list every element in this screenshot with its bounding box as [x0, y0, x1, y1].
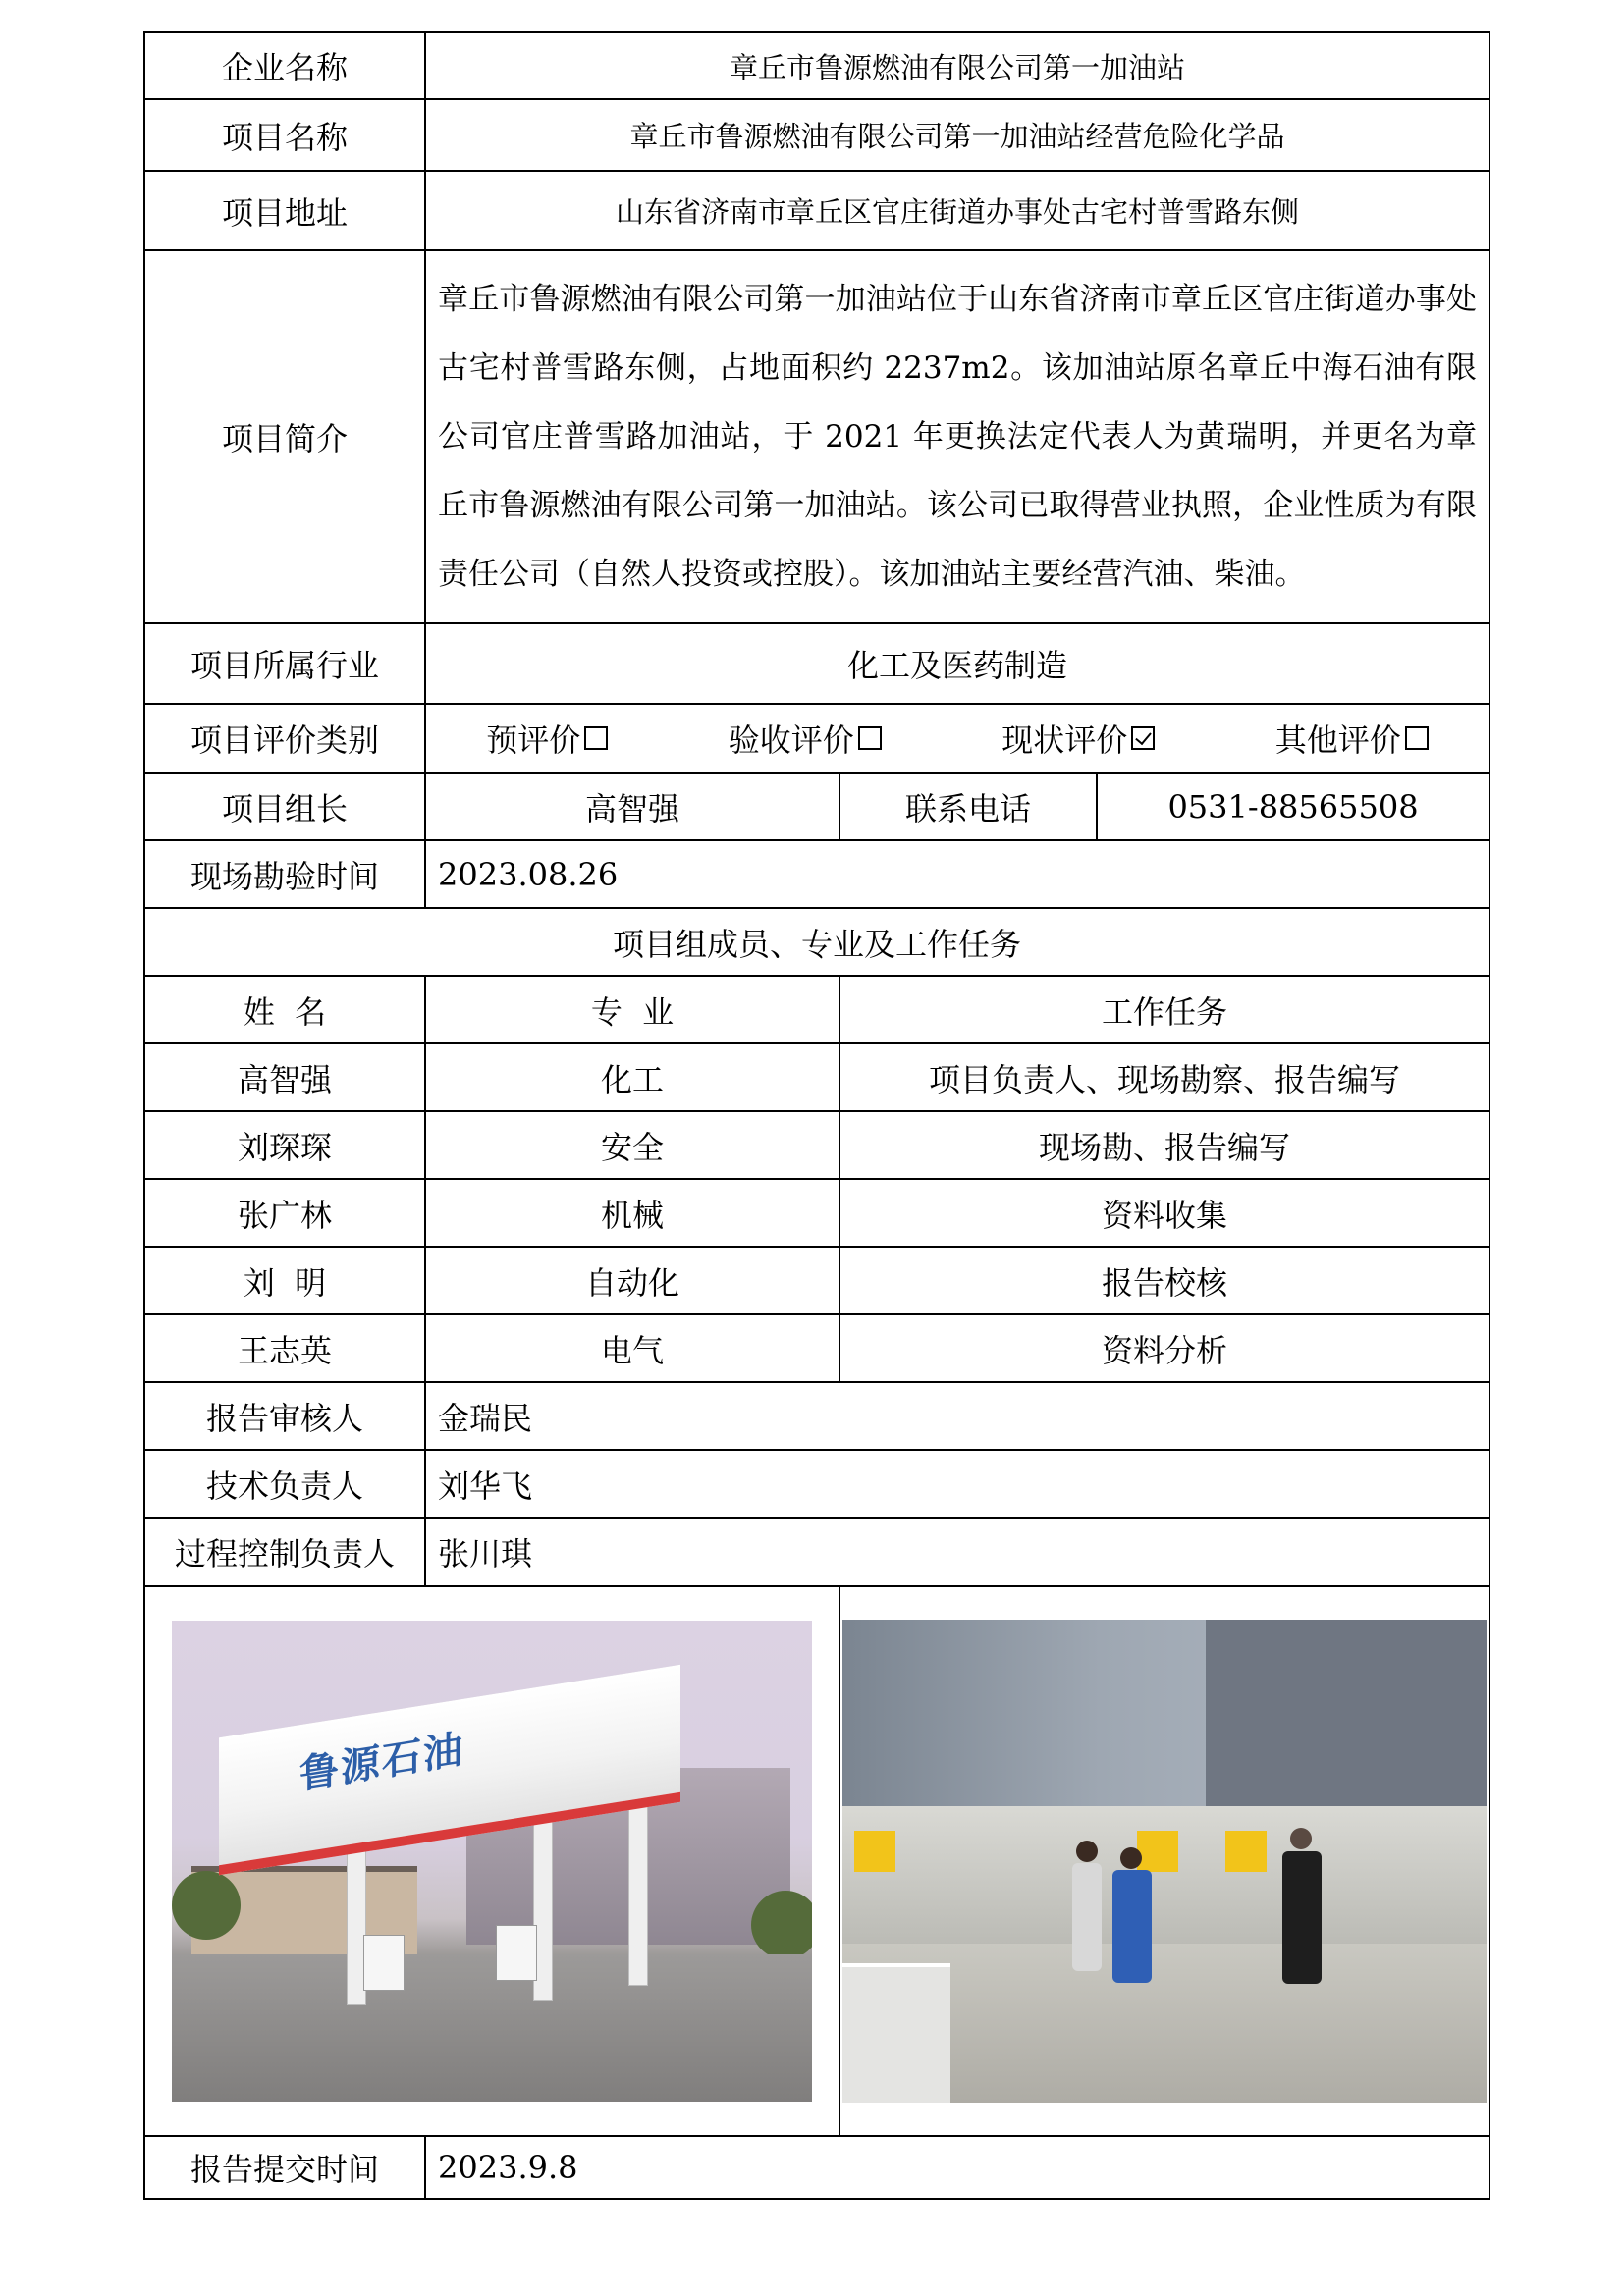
photo-steps: [842, 1963, 950, 2103]
tech-value: 刘华飞: [425, 1450, 1489, 1518]
member-name: 王志英: [144, 1314, 425, 1382]
company-value: 章丘市鲁源燃油有限公司第一加油站: [425, 32, 1489, 99]
row-reviewer: [144, 1382, 1489, 1450]
checkbox-pre-evaluation: [584, 726, 608, 750]
row-company: [144, 32, 1489, 99]
category-pre-evaluation: [486, 716, 608, 761]
members-heading: 项目组成员、专业及工作任务: [144, 908, 1489, 976]
table-row: [144, 1043, 1489, 1111]
photo-tree: [751, 1891, 812, 1959]
photo-pump: [496, 1925, 537, 1981]
photo-cell-right: [839, 1586, 1489, 2136]
row-photos: [144, 1586, 1489, 2136]
submit-value: 2023.9.8: [425, 2136, 1489, 2199]
project-label: 项目名称: [144, 99, 425, 171]
table-row: [144, 1314, 1489, 1382]
photo-person-head: [1120, 1847, 1142, 1869]
table-row: [144, 1247, 1489, 1314]
row-members-header: [144, 976, 1489, 1043]
category-status: [1001, 716, 1155, 761]
survey-label: 现场勘验时间: [144, 840, 425, 908]
checkbox-acceptance: [858, 726, 882, 750]
reviewer-label: 报告审核人: [144, 1382, 425, 1450]
member-major: 自动化: [425, 1247, 839, 1314]
photo-person: [1282, 1851, 1322, 1984]
photo-canopy-sign: 鲁源石油: [299, 1726, 464, 1798]
checkbox-other: [1405, 726, 1429, 750]
leader-value: 高智强: [425, 773, 839, 840]
table-row: [144, 1179, 1489, 1247]
row-survey: [144, 840, 1489, 908]
row-submit: [144, 2136, 1489, 2199]
intro-value: 章丘市鲁源燃油有限公司第一加油站位于山东省济南市章丘区官庄街道办事处古宅村普雪路东侧，占地面积约 2237m2。该加油站原名章丘中海石油有限公司官庄普雪路加油站，于 2021 年更换法定代表人为黄瑞明，并更名为章丘市鲁源燃油有限公司第一加油站。该公司已取得营业执照，企业性质为有限责任公司（自然人投资或控股）。该加油站主要经营汽油、柴油。: [425, 250, 1489, 623]
photo-ground: [172, 1954, 812, 2102]
member-name: 刘琛琛: [144, 1111, 425, 1179]
row-leader: [144, 773, 1489, 840]
member-name: 张广林: [144, 1179, 425, 1247]
row-tech: [144, 1450, 1489, 1518]
category-pre-evaluation-label: 预评价: [486, 721, 581, 759]
row-category: [144, 704, 1489, 773]
industry-value: 化工及医药制造: [425, 623, 1489, 704]
survey-value: 2023.08.26: [425, 840, 1489, 908]
category-other-label: 其他评价: [1274, 721, 1401, 759]
member-major: 安全: [425, 1111, 839, 1179]
member-major: 化工: [425, 1043, 839, 1111]
photo-tree: [172, 1871, 241, 1940]
category-acceptance-label: 验收评价: [728, 721, 854, 759]
photo-facade-dark: [1206, 1620, 1487, 1806]
photo-pump: [363, 1935, 405, 1991]
member-major: 机械: [425, 1179, 839, 1247]
category-acceptance: [729, 716, 882, 761]
member-task: 现场勘、报告编写: [839, 1111, 1489, 1179]
photo-person-head: [1290, 1828, 1312, 1849]
member-task: 资料收集: [839, 1179, 1489, 1247]
header-task: 工作任务: [839, 976, 1489, 1043]
header-name: 姓 名: [144, 976, 425, 1043]
row-industry: [144, 623, 1489, 704]
member-task: 资料分析: [839, 1314, 1489, 1382]
category-options: [425, 704, 1489, 773]
header-major: 专 业: [425, 976, 839, 1043]
photo-wall: [842, 1806, 1487, 1953]
table-row: [144, 1111, 1489, 1179]
member-name: 高智强: [144, 1043, 425, 1111]
intro-label: 项目简介: [144, 250, 425, 623]
info-table: [143, 31, 1490, 2200]
row-address: [144, 171, 1489, 250]
row-members-heading: [144, 908, 1489, 976]
project-value: 章丘市鲁源燃油有限公司第一加油站经营危险化学品: [425, 99, 1489, 171]
category-other: [1275, 716, 1429, 761]
row-project: [144, 99, 1489, 171]
photo-person: [1112, 1870, 1152, 1983]
member-task: 报告校核: [839, 1247, 1489, 1314]
phone-value: 0531-88565508: [1097, 773, 1489, 840]
photo-cell-left: [144, 1586, 839, 2136]
photo-person: [1072, 1863, 1102, 1971]
member-name: 刘 明: [144, 1247, 425, 1314]
industry-label: 项目所属行业: [144, 623, 425, 704]
site-inspection-photo: [842, 1620, 1487, 2103]
evaluation-info-sheet: [143, 31, 1489, 2200]
row-process: [144, 1518, 1489, 1586]
company-label: 企业名称: [144, 32, 425, 99]
phone-label: 联系电话: [839, 773, 1097, 840]
row-intro: [144, 250, 1489, 623]
address-value: 山东省济南市章丘区官庄街道办事处古宅村普雪路东侧: [425, 171, 1489, 250]
submit-label: 报告提交时间: [144, 2136, 425, 2199]
process-label: 过程控制负责人: [144, 1518, 425, 1586]
category-status-label: 现状评价: [1001, 721, 1128, 759]
member-major: 电气: [425, 1314, 839, 1382]
photo-warning-sign: [1137, 1831, 1178, 1872]
leader-label: 项目组长: [144, 773, 425, 840]
photo-warning-sign: [854, 1831, 895, 1872]
checkbox-status-checked: [1131, 726, 1155, 750]
tech-label: 技术负责人: [144, 1450, 425, 1518]
photo-warning-sign: [1225, 1831, 1267, 1872]
category-label: 项目评价类别: [144, 704, 425, 773]
address-label: 项目地址: [144, 171, 425, 250]
gas-station-photo: [172, 1621, 812, 2102]
member-task: 项目负责人、现场勘察、报告编写: [839, 1043, 1489, 1111]
photo-person-head: [1076, 1841, 1098, 1862]
reviewer-value: 金瑞民: [425, 1382, 1489, 1450]
process-value: 张川琪: [425, 1518, 1489, 1586]
